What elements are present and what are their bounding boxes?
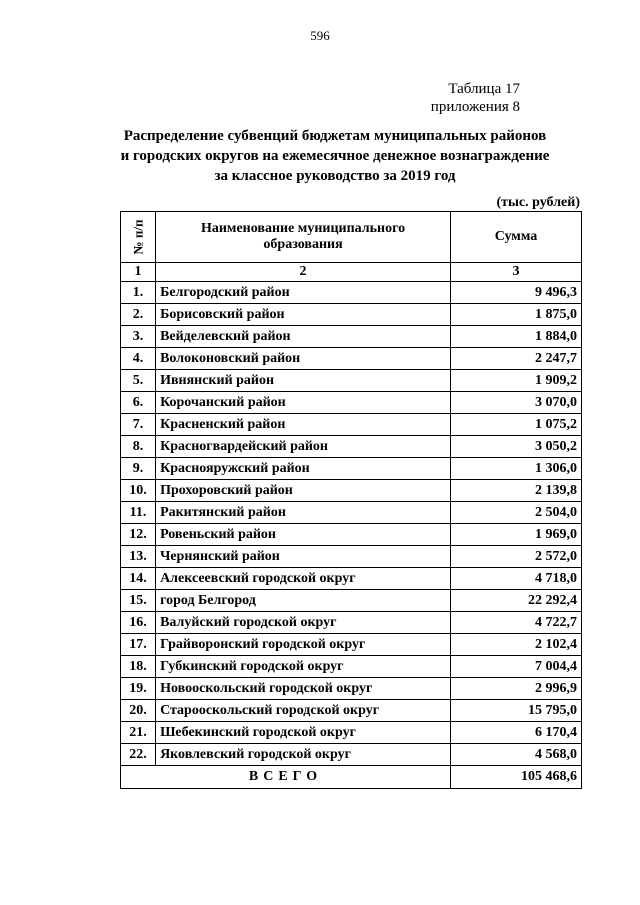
row-num: 4. [121, 348, 156, 370]
row-sum: 1 875,0 [451, 304, 582, 326]
column-index-2: 2 [156, 263, 451, 282]
title-line1: Распределение субвенций бюджетам муниципальных районов [123, 128, 547, 144]
row-sum: 15 795,0 [451, 700, 582, 722]
table-reference-line2: приложения 8 [430, 99, 520, 115]
row-num: 19. [121, 678, 156, 700]
subsidy-table [120, 211, 582, 789]
table-row [121, 348, 582, 370]
row-num: 8. [121, 436, 156, 458]
row-sum: 2 139,8 [451, 480, 582, 502]
table-row [121, 634, 582, 656]
row-name: Губкинский городской округ [156, 656, 451, 678]
row-sum: 2 996,9 [451, 678, 582, 700]
unit-label: (тыс. рублей) [496, 195, 580, 210]
row-name: Валуйский городской округ [156, 612, 451, 634]
table-row [121, 370, 582, 392]
header-sum: Сумма [451, 212, 582, 263]
row-sum: 2 572,0 [451, 546, 582, 568]
row-sum: 22 292,4 [451, 590, 582, 612]
table-row [121, 524, 582, 546]
row-name: город Белгород [156, 590, 451, 612]
table-reference [360, 80, 520, 116]
table-row [121, 700, 582, 722]
table-row [121, 326, 582, 348]
row-name: Яковлевский городской округ [156, 744, 451, 766]
row-name: Белгородский район [156, 282, 451, 304]
table-row [121, 480, 582, 502]
row-sum: 2 102,4 [451, 634, 582, 656]
header-num [121, 212, 156, 263]
title-line3: за классное руководство за 2019 год [214, 168, 456, 184]
row-sum: 2 504,0 [451, 502, 582, 524]
table-row [121, 502, 582, 524]
row-sum: 7 004,4 [451, 656, 582, 678]
row-num: 14. [121, 568, 156, 590]
row-num: 1. [121, 282, 156, 304]
row-num: 16. [121, 612, 156, 634]
row-name: Алексеевский городской округ [156, 568, 451, 590]
column-index-3: 3 [451, 263, 582, 282]
row-sum: 1 909,2 [451, 370, 582, 392]
row-num: 5. [121, 370, 156, 392]
row-num: 2. [121, 304, 156, 326]
row-name: Краснояружский район [156, 458, 451, 480]
row-num: 12. [121, 524, 156, 546]
table-row [121, 414, 582, 436]
row-sum: 1 075,2 [451, 414, 582, 436]
row-num: 13. [121, 546, 156, 568]
row-sum: 6 170,4 [451, 722, 582, 744]
table-row [121, 546, 582, 568]
column-index-row [121, 263, 582, 282]
table-row [121, 678, 582, 700]
table-row [121, 744, 582, 766]
table-row [121, 656, 582, 678]
row-name: Грайворонский городской округ [156, 634, 451, 656]
column-index-1: 1 [121, 263, 156, 282]
row-num: 22. [121, 744, 156, 766]
row-name: Корочанский район [156, 392, 451, 414]
row-num: 6. [121, 392, 156, 414]
row-num: 9. [121, 458, 156, 480]
row-name: Волоконовский район [156, 348, 451, 370]
row-name: Новооскольский городской округ [156, 678, 451, 700]
row-sum: 2 247,7 [451, 348, 582, 370]
row-sum: 4 722,7 [451, 612, 582, 634]
table-row [121, 304, 582, 326]
table-row [121, 458, 582, 480]
table-row [121, 568, 582, 590]
row-name: Шебекинский городской округ [156, 722, 451, 744]
table-row [121, 612, 582, 634]
table-row [121, 392, 582, 414]
row-name: Борисовский район [156, 304, 451, 326]
row-name: Красногвардейский район [156, 436, 451, 458]
row-num: 18. [121, 656, 156, 678]
row-num: 10. [121, 480, 156, 502]
title-line2: и городских округов на ежемесячное денежное вознаграждение [120, 148, 550, 164]
total-row [121, 766, 582, 789]
row-sum: 4 718,0 [451, 568, 582, 590]
row-sum: 1 884,0 [451, 326, 582, 348]
header-name: Наименование муниципального образования [156, 212, 451, 263]
row-num: 17. [121, 634, 156, 656]
total-label: ВСЕГО [121, 766, 451, 789]
row-name: Ивнянский район [156, 370, 451, 392]
row-sum: 3 050,2 [451, 436, 582, 458]
page-number: 596 [310, 28, 330, 43]
table-header-row [121, 212, 582, 263]
row-sum: 4 568,0 [451, 744, 582, 766]
row-name: Ракитянский район [156, 502, 451, 524]
row-name: Прохоровский район [156, 480, 451, 502]
header-num-label: № п/п [130, 219, 146, 254]
row-sum: 1 969,0 [451, 524, 582, 546]
row-num: 15. [121, 590, 156, 612]
table-row [121, 590, 582, 612]
row-name: Красненский район [156, 414, 451, 436]
row-num: 7. [121, 414, 156, 436]
document-title [100, 126, 570, 186]
table-row [121, 722, 582, 744]
row-sum: 3 070,0 [451, 392, 582, 414]
row-name: Чернянский район [156, 546, 451, 568]
table-reference-line1: Таблица 17 [448, 81, 520, 97]
row-num: 3. [121, 326, 156, 348]
table-row [121, 436, 582, 458]
row-num: 21. [121, 722, 156, 744]
row-num: 20. [121, 700, 156, 722]
row-name: Вейделевский район [156, 326, 451, 348]
row-num: 11. [121, 502, 156, 524]
row-name: Старооскольский городской округ [156, 700, 451, 722]
table-row [121, 282, 582, 304]
total-sum: 105 468,6 [451, 766, 582, 789]
row-sum: 1 306,0 [451, 458, 582, 480]
row-sum: 9 496,3 [451, 282, 582, 304]
row-name: Ровеньский район [156, 524, 451, 546]
